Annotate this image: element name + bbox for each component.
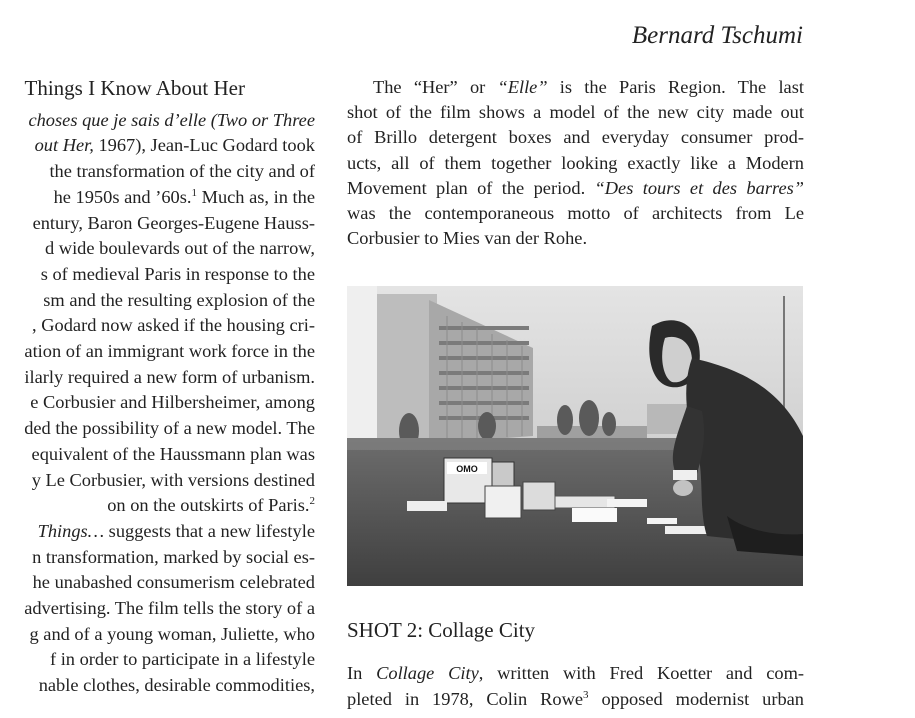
text-run: he 1950s and ’60s. bbox=[53, 186, 192, 207]
text-run: “Elle” bbox=[497, 77, 548, 97]
text-run: ilarly required a new form of urbanism. bbox=[24, 366, 315, 387]
text-line bbox=[0, 390, 315, 416]
text-line bbox=[347, 100, 804, 125]
text-line bbox=[0, 622, 315, 648]
text-run: is the Paris Region. The last bbox=[547, 77, 804, 97]
left-column-heading: Things I Know About Her bbox=[24, 76, 245, 100]
text-run: In bbox=[347, 663, 377, 683]
text-line bbox=[0, 365, 315, 391]
text-run: he unabashed consumerism celebrated bbox=[32, 572, 315, 593]
text-run: g and of a young woman, Juliette, who bbox=[29, 623, 315, 644]
text-run: n transformation, marked by social es- bbox=[32, 546, 315, 567]
footnote-ref: 1 bbox=[191, 186, 197, 199]
text-run: d wide boulevards out of the narrow, bbox=[45, 238, 315, 259]
text-line bbox=[0, 416, 315, 442]
text-run: opposed modernist urban bbox=[588, 688, 804, 709]
left-column-text bbox=[0, 108, 315, 699]
text-line bbox=[0, 339, 315, 365]
text-run: on on the outskirts of Paris. bbox=[107, 495, 310, 516]
text-line bbox=[0, 108, 315, 134]
text-line bbox=[347, 226, 804, 251]
left-column bbox=[0, 76, 315, 699]
text-line bbox=[0, 133, 315, 159]
text-line bbox=[0, 519, 315, 545]
text-run: of Brillo detergent boxes and everyday consumer prod- bbox=[347, 127, 804, 148]
text-run: e Corbusier and Hilbersheimer, among bbox=[30, 392, 315, 413]
text-run: ucts, all of them together looking exactly like a Modern bbox=[347, 152, 804, 173]
footnote-ref: 2 bbox=[309, 495, 315, 508]
right-column-text bbox=[347, 75, 804, 251]
text-run: entury, Baron Georges-Eugene Hauss- bbox=[32, 212, 315, 233]
text-run: ded the possibility of a new model. The bbox=[24, 418, 315, 439]
text-run: , written with Fred Koetter and com- bbox=[478, 663, 805, 683]
text-line bbox=[0, 262, 315, 288]
text-run: Much as, in the bbox=[197, 186, 315, 207]
text-line bbox=[0, 159, 315, 185]
box-brand-label: OMO bbox=[456, 464, 478, 474]
text-run: choses que je sais d’elle (Two or Three bbox=[28, 109, 315, 130]
text-run: Movement plan of the period. bbox=[347, 177, 595, 198]
text-line bbox=[0, 570, 315, 596]
text-line bbox=[0, 211, 315, 237]
footnote-ref: 3 bbox=[583, 688, 589, 701]
text-run: sm and the resulting explosion of the bbox=[43, 289, 315, 310]
text-run: was the contemporaneous motto of architects from Le bbox=[347, 203, 804, 224]
right-column bbox=[347, 75, 804, 251]
text-run: The “Her” or bbox=[373, 77, 498, 97]
text-run: out Her, bbox=[34, 135, 94, 156]
text-run: Corbusier to Mies van der Rohe. bbox=[347, 228, 588, 249]
text-line bbox=[0, 185, 315, 211]
text-run: f in order to participate in a lifestyle bbox=[49, 649, 315, 670]
text-line bbox=[347, 151, 804, 176]
text-line bbox=[0, 545, 315, 571]
text-line bbox=[0, 673, 315, 699]
text-run: pleted in 1978, Colin Rowe bbox=[347, 688, 584, 709]
text-line bbox=[0, 313, 315, 339]
text-line bbox=[347, 125, 804, 150]
text-line bbox=[347, 687, 804, 713]
text-run: shot of the film shows a model of the new city made out bbox=[347, 102, 804, 123]
section-heading: SHOT 2: Collage City bbox=[347, 618, 536, 642]
text-line bbox=[347, 201, 804, 226]
text-run: advertising. The film tells the story of a bbox=[24, 598, 315, 619]
text-run: 1967), Jean-Luc Godard took bbox=[93, 135, 315, 156]
text-line bbox=[0, 288, 315, 314]
text-run: nable clothes, desirable commodities, bbox=[38, 675, 315, 696]
text-line bbox=[0, 596, 315, 622]
text-line bbox=[347, 176, 804, 201]
text-run: , Godard now asked if the housing cri- bbox=[32, 315, 315, 336]
text-line bbox=[347, 75, 804, 100]
section-body-text bbox=[347, 661, 804, 712]
text-run: Things… bbox=[37, 520, 105, 541]
text-run: “Des tours et des barres” bbox=[594, 177, 805, 198]
text-run: Collage City bbox=[376, 663, 479, 683]
text-run: ation of an immigrant work force in the bbox=[24, 341, 315, 362]
text-line bbox=[0, 468, 315, 494]
text-run: y Le Corbusier, with versions destined bbox=[31, 469, 315, 490]
text-line bbox=[0, 236, 315, 262]
text-line bbox=[0, 493, 315, 519]
text-line bbox=[347, 661, 804, 687]
film-still-photo bbox=[347, 286, 803, 586]
text-line bbox=[0, 442, 315, 468]
text-run: suggests that a new lifestyle bbox=[104, 520, 315, 541]
text-line bbox=[0, 647, 315, 673]
text-run: the transformation of the city and of bbox=[49, 161, 315, 182]
text-run: equivalent of the Haussmann plan was bbox=[31, 443, 315, 464]
running-head-author: Bernard Tschumi bbox=[631, 22, 803, 49]
text-run: s of medieval Paris in response to the bbox=[40, 263, 315, 284]
